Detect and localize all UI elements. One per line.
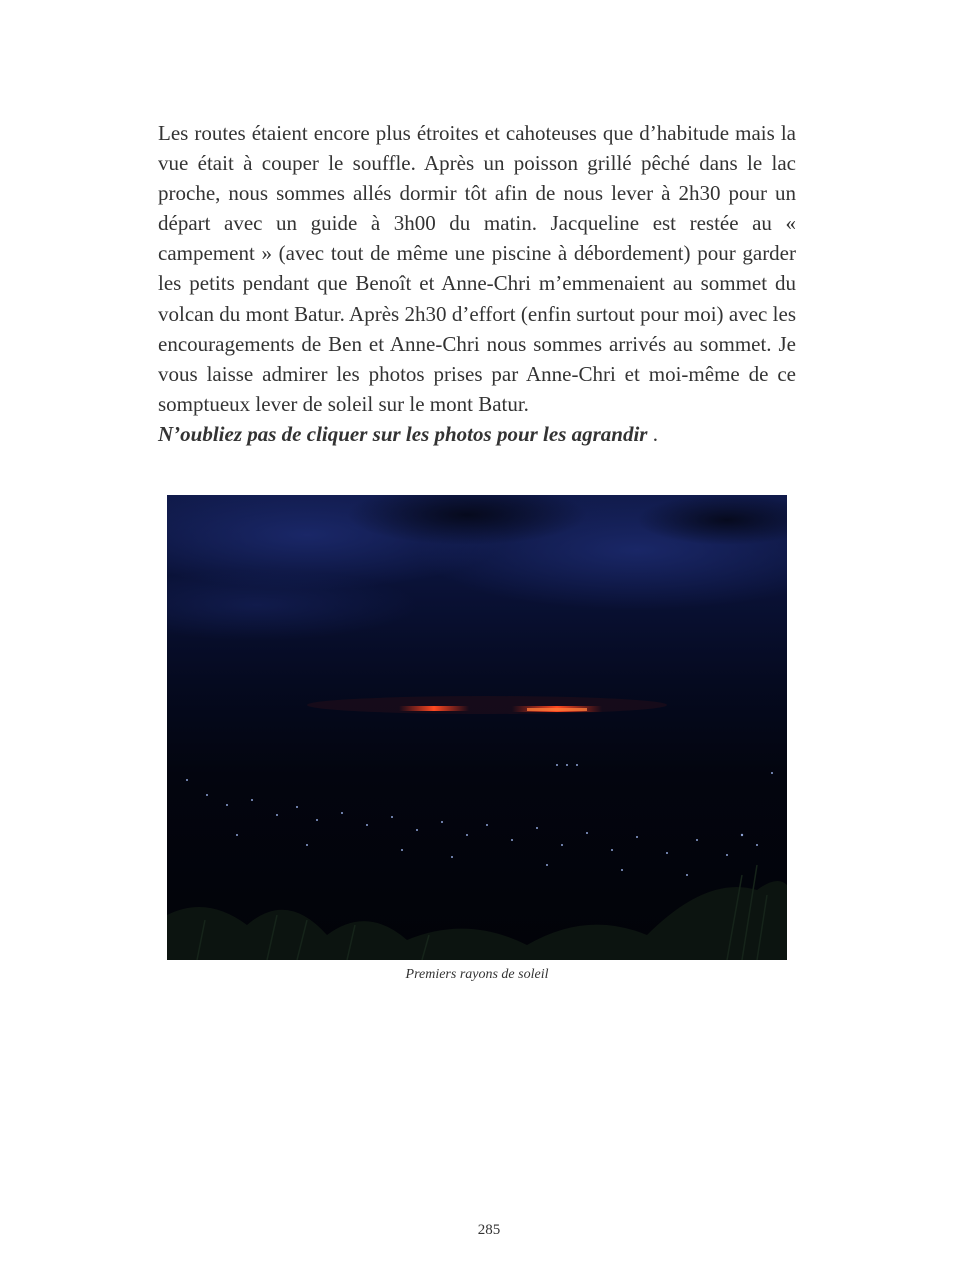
page-number: 285	[477, 1222, 501, 1238]
sunrise-photo-image	[167, 495, 787, 960]
enlarge-note-text: N’oubliez pas de cliquer sur les photos pour les agrandir	[158, 421, 648, 446]
photo-caption: Premiers rayons de soleil	[405, 967, 549, 982]
text-block	[158, 118, 796, 449]
enlarge-note-suffix: .	[647, 421, 658, 446]
body-paragraph: Les routes étaient encore plus étroites et cahoteuses que d’habitude mais la vue était à couper le souffle. Après un poisson grillé pêché dans le lac proche, nous sommes allés dormir tôt afin de nous lever à 2h30 pour un départ avec un guide à 3h00 du matin. Jacqueline est restée au « campement » (avec tout de même une piscine à débordement) pour garder les petits pendant que Benoît et Anne-Chri m’emmenaient au sommet du volcan du mont Batur. Après 2h30 d’effort (enfin surtout pour moi) avec les encouragements de Ben et Anne-Chri nous sommes arrivés au sommet. Je vous laisse admirer les photos prises par Anne-Chri et moi-même de ce somptueux lever de soleil sur le mont Batur.	[158, 121, 796, 416]
enlarge-note	[158, 419, 796, 449]
sunrise-photo[interactable]	[167, 495, 787, 960]
